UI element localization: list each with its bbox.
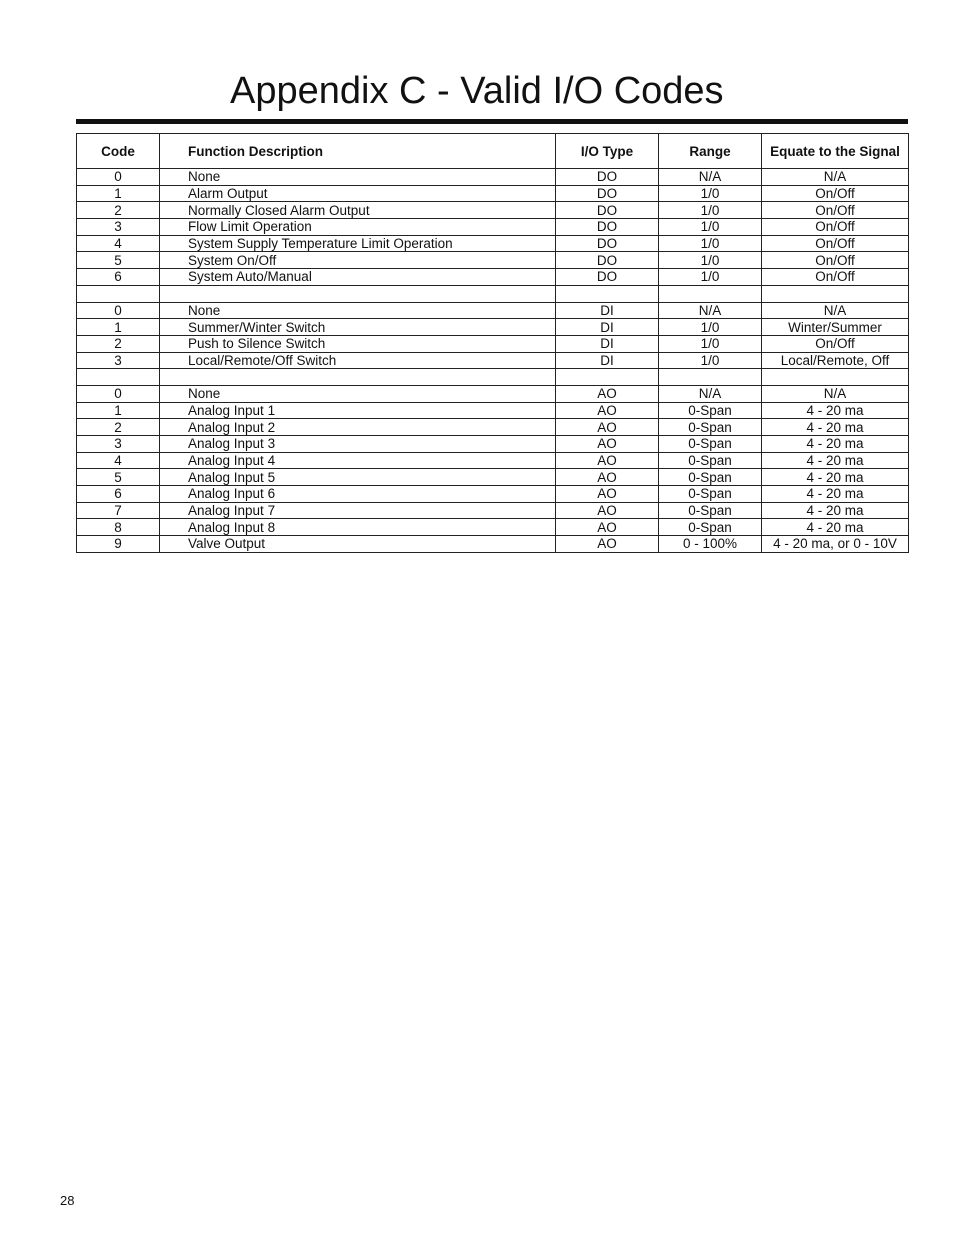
cell-range: N/A <box>659 385 762 402</box>
cell-signal: 4 - 20 ma <box>762 436 909 453</box>
cell-code: 4 <box>77 452 160 469</box>
cell-signal: On/Off <box>762 219 909 236</box>
cell-range: 0-Span <box>659 452 762 469</box>
cell-io-type: DO <box>556 269 659 286</box>
cell-io-type: DI <box>556 335 659 352</box>
cell-io-type: DI <box>556 302 659 319</box>
cell-range: 1/0 <box>659 269 762 286</box>
table-row <box>77 302 909 319</box>
cell-description: Analog Input 6 <box>160 486 556 503</box>
cell-code: 0 <box>77 302 160 319</box>
cell-io-type: DO <box>556 169 659 186</box>
cell-code <box>77 369 160 386</box>
table-row <box>77 469 909 486</box>
cell-io-type <box>556 369 659 386</box>
cell-range: 0-Span <box>659 436 762 453</box>
cell-description: Alarm Output <box>160 185 556 202</box>
table-row <box>77 419 909 436</box>
cell-io-type: AO <box>556 452 659 469</box>
cell-code: 1 <box>77 402 160 419</box>
cell-signal: N/A <box>762 385 909 402</box>
cell-signal: 4 - 20 ma <box>762 452 909 469</box>
cell-range: 1/0 <box>659 202 762 219</box>
cell-description: Analog Input 2 <box>160 419 556 436</box>
cell-description: Flow Limit Operation <box>160 219 556 236</box>
table-row <box>77 519 909 536</box>
cell-range: 1/0 <box>659 219 762 236</box>
cell-range <box>659 369 762 386</box>
cell-signal: On/Off <box>762 335 909 352</box>
cell-range: 0-Span <box>659 486 762 503</box>
cell-range <box>659 285 762 302</box>
cell-description: Push to Silence Switch <box>160 335 556 352</box>
cell-description: Analog Input 5 <box>160 469 556 486</box>
cell-io-type: AO <box>556 486 659 503</box>
cell-description: Analog Input 1 <box>160 402 556 419</box>
cell-code: 5 <box>77 252 160 269</box>
cell-description: Analog Input 4 <box>160 452 556 469</box>
cell-code: 6 <box>77 269 160 286</box>
cell-range: 0-Span <box>659 419 762 436</box>
table-row <box>77 252 909 269</box>
cell-code <box>77 285 160 302</box>
cell-signal: On/Off <box>762 269 909 286</box>
table-row <box>77 486 909 503</box>
cell-code: 2 <box>77 335 160 352</box>
cell-io-type: AO <box>556 519 659 536</box>
cell-signal: N/A <box>762 302 909 319</box>
cell-io-type: AO <box>556 385 659 402</box>
table-row <box>77 169 909 186</box>
cell-description: Analog Input 7 <box>160 502 556 519</box>
table-spacer-row <box>77 285 909 302</box>
cell-range: 0-Span <box>659 519 762 536</box>
cell-code: 2 <box>77 202 160 219</box>
cell-description <box>160 285 556 302</box>
cell-range: 0 - 100% <box>659 536 762 553</box>
cell-description: System Auto/Manual <box>160 269 556 286</box>
cell-signal: 4 - 20 ma <box>762 469 909 486</box>
cell-description: Analog Input 8 <box>160 519 556 536</box>
table-row <box>77 352 909 369</box>
table-row <box>77 402 909 419</box>
cell-io-type: DO <box>556 202 659 219</box>
table-row <box>77 219 909 236</box>
cell-description: None <box>160 169 556 186</box>
cell-description: System Supply Temperature Limit Operation <box>160 235 556 252</box>
table-row <box>77 319 909 336</box>
cell-signal: On/Off <box>762 185 909 202</box>
cell-io-type: DO <box>556 219 659 236</box>
cell-range: 1/0 <box>659 335 762 352</box>
table-row <box>77 269 909 286</box>
cell-io-type: AO <box>556 536 659 553</box>
page-number: 28 <box>60 1193 75 1208</box>
cell-signal <box>762 369 909 386</box>
table-row <box>77 202 909 219</box>
cell-io-type <box>556 285 659 302</box>
cell-code: 2 <box>77 419 160 436</box>
cell-signal: 4 - 20 ma <box>762 502 909 519</box>
cell-description: None <box>160 385 556 402</box>
table-row <box>77 235 909 252</box>
cell-range: 1/0 <box>659 352 762 369</box>
cell-code: 8 <box>77 519 160 536</box>
cell-code: 3 <box>77 436 160 453</box>
cell-description: Analog Input 3 <box>160 436 556 453</box>
table-row <box>77 536 909 553</box>
cell-signal: 4 - 20 ma <box>762 402 909 419</box>
cell-range: 0-Span <box>659 502 762 519</box>
table-row <box>77 385 909 402</box>
cell-io-type: DI <box>556 319 659 336</box>
cell-range: 1/0 <box>659 252 762 269</box>
cell-code: 3 <box>77 352 160 369</box>
cell-description: System On/Off <box>160 252 556 269</box>
cell-description: Normally Closed Alarm Output <box>160 202 556 219</box>
cell-description: Valve Output <box>160 536 556 553</box>
header-io-type: I/O Type <box>556 134 659 169</box>
cell-range: 0-Span <box>659 402 762 419</box>
cell-description: Summer/Winter Switch <box>160 319 556 336</box>
header-description: Function Description <box>160 134 556 169</box>
cell-description <box>160 369 556 386</box>
cell-code: 3 <box>77 219 160 236</box>
cell-io-type: AO <box>556 419 659 436</box>
cell-io-type: AO <box>556 436 659 453</box>
cell-signal: Local/Remote, Off <box>762 352 909 369</box>
cell-range: N/A <box>659 169 762 186</box>
cell-code: 5 <box>77 469 160 486</box>
cell-range: 1/0 <box>659 185 762 202</box>
cell-signal: On/Off <box>762 235 909 252</box>
cell-io-type: DI <box>556 352 659 369</box>
table-row <box>77 185 909 202</box>
table-row <box>77 436 909 453</box>
cell-code: 7 <box>77 502 160 519</box>
header-code: Code <box>77 134 160 169</box>
cell-io-type: DO <box>556 252 659 269</box>
cell-range: 1/0 <box>659 319 762 336</box>
page-title: Appendix C - Valid I/O Codes <box>230 70 724 112</box>
header-signal: Equate to the Signal <box>762 134 909 169</box>
cell-code: 0 <box>77 169 160 186</box>
cell-range: N/A <box>659 302 762 319</box>
table-row <box>77 335 909 352</box>
cell-signal: 4 - 20 ma, or 0 - 10V <box>762 536 909 553</box>
cell-range: 0-Span <box>659 469 762 486</box>
cell-code: 6 <box>77 486 160 503</box>
table-spacer-row <box>77 369 909 386</box>
title-rule <box>76 119 908 124</box>
cell-io-type: AO <box>556 469 659 486</box>
cell-range: 1/0 <box>659 235 762 252</box>
cell-code: 0 <box>77 385 160 402</box>
cell-signal <box>762 285 909 302</box>
cell-io-type: DO <box>556 185 659 202</box>
cell-io-type: DO <box>556 235 659 252</box>
cell-code: 4 <box>77 235 160 252</box>
cell-description: None <box>160 302 556 319</box>
table-row <box>77 502 909 519</box>
cell-signal: 4 - 20 ma <box>762 486 909 503</box>
cell-signal: 4 - 20 ma <box>762 519 909 536</box>
cell-io-type: AO <box>556 502 659 519</box>
cell-signal: Winter/Summer <box>762 319 909 336</box>
header-range: Range <box>659 134 762 169</box>
io-codes-table <box>76 133 909 553</box>
cell-signal: N/A <box>762 169 909 186</box>
cell-code: 1 <box>77 185 160 202</box>
cell-code: 9 <box>77 536 160 553</box>
table-row <box>77 452 909 469</box>
cell-signal: On/Off <box>762 202 909 219</box>
cell-code: 1 <box>77 319 160 336</box>
table-body <box>77 169 909 553</box>
cell-description: Local/Remote/Off Switch <box>160 352 556 369</box>
table-header-row <box>77 134 909 169</box>
cell-signal: 4 - 20 ma <box>762 419 909 436</box>
cell-signal: On/Off <box>762 252 909 269</box>
cell-io-type: AO <box>556 402 659 419</box>
